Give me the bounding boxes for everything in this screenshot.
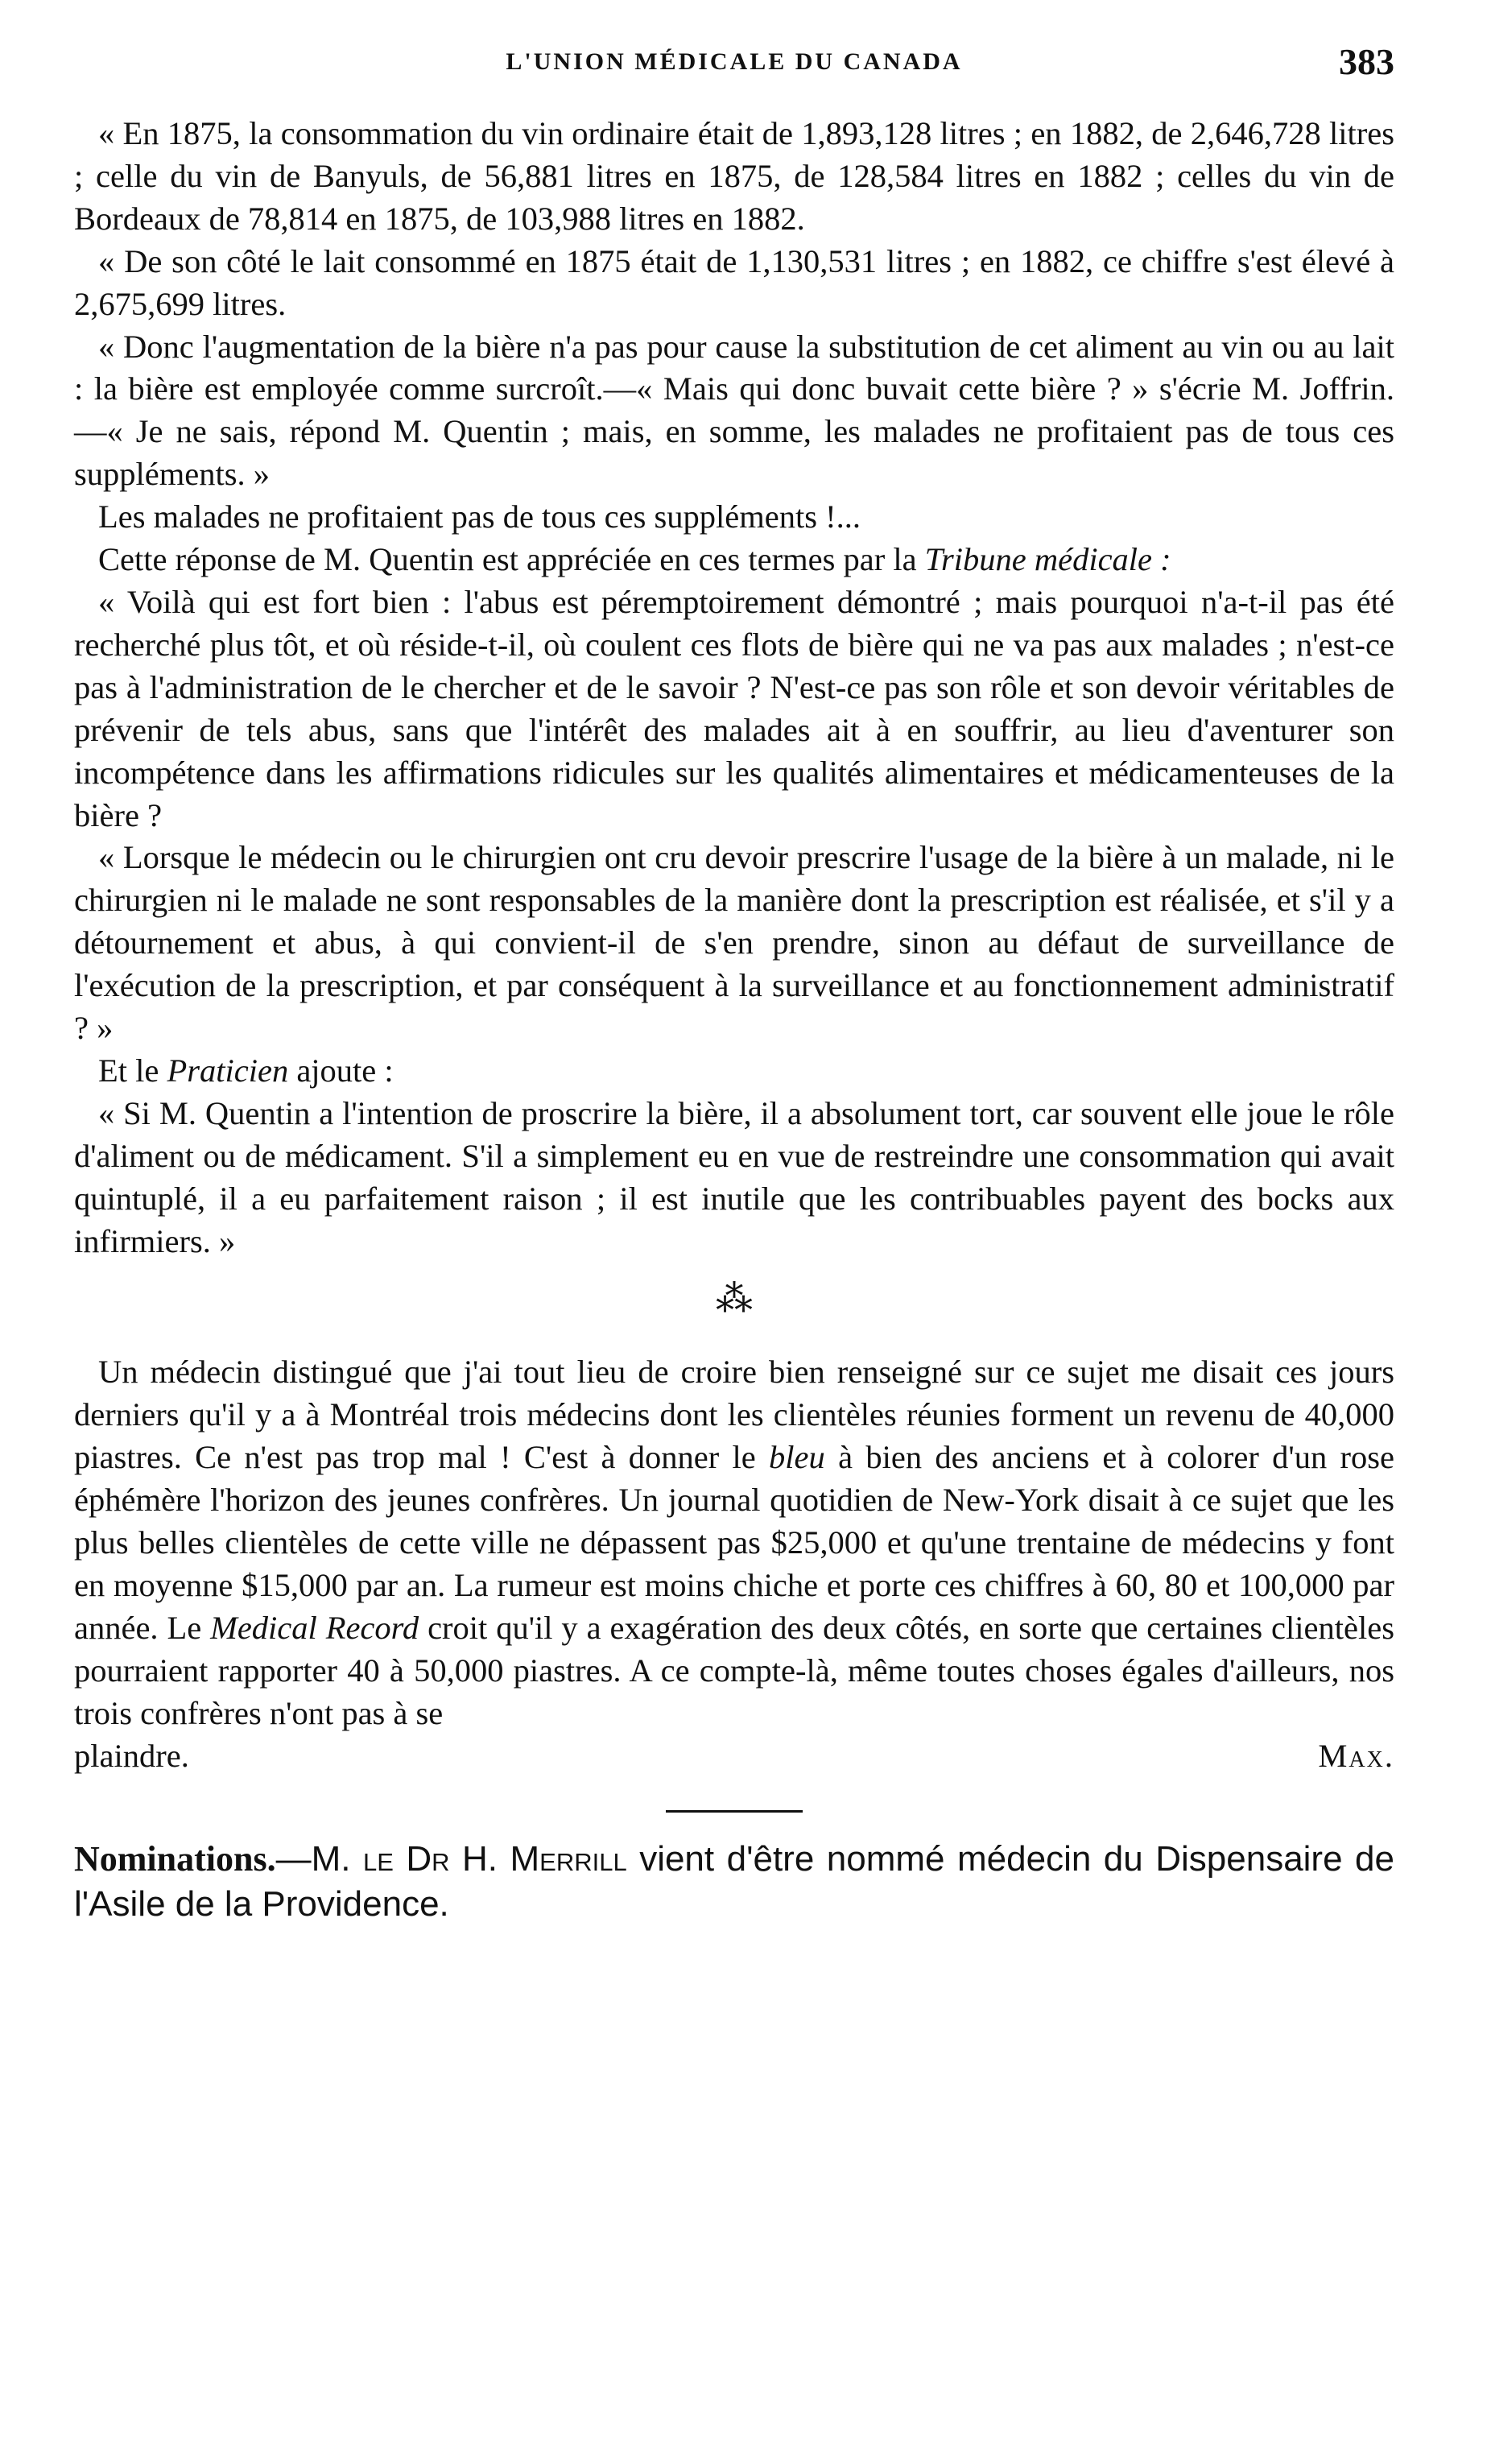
nominations-heading: Nominations. bbox=[74, 1838, 276, 1879]
text-run: « Donc l'augmentation de la bière n'a pas pour cause la substitution de cet aliment au vin ou au lait : la bière est employée comme surcroît.—« Mais qui donc buvait cette bière ? » s'écrie M. Joffrin.—« Je ne sais, répond M. Quentin ; mais, en somme, les malades ne profitaient pas de tous ces suppléments. » bbox=[74, 328, 1394, 493]
paragraph bbox=[74, 496, 1394, 539]
italic-title: bleu bbox=[769, 1439, 825, 1476]
paragraph bbox=[74, 1093, 1394, 1263]
italic-title: Medical Record bbox=[210, 1609, 419, 1646]
closing-line bbox=[74, 1735, 1394, 1778]
italic-title: Praticien bbox=[167, 1052, 289, 1089]
paragraph bbox=[74, 326, 1394, 497]
section-rule bbox=[666, 1810, 803, 1813]
page bbox=[74, 40, 1394, 1924]
page-number: 383 bbox=[1339, 41, 1394, 82]
section-separator: ⁂ bbox=[716, 1278, 753, 1320]
text-run: ajoute : bbox=[288, 1052, 394, 1089]
running-header bbox=[74, 40, 1394, 97]
author-signature: Max. bbox=[1318, 1737, 1394, 1774]
text-run: « Si M. Quentin a l'intention de proscrire la bière, il a absolument tort, car souvent elle joue le rôle d'aliment ou de médicament. S'il a simplement eu en vue de restreindre une consommation qui avait quintuplé, il a eu parfaitement raison ; il est inutile que les contribuables payent des bocks aux infirmiers. » bbox=[74, 1094, 1394, 1259]
nomination-text: vient d'être nommé médecin du Dispensaire de l'Asile de la Providence. bbox=[74, 1838, 1394, 1924]
paragraph bbox=[74, 581, 1394, 837]
nominations-notice bbox=[74, 1837, 1394, 1927]
running-title: L'UNION MÉDICALE DU CANADA bbox=[506, 48, 963, 75]
text-run: croit qu'il y a exagération des deux côtés, en sorte que certaines clientèles pourraient rapporter 40 à 50,000 piastres. A ce compte-là, même toutes choses égales d'ailleurs, nos trois confrères n'ont pas à se bbox=[74, 1609, 1394, 1731]
closing-word: plaindre. bbox=[74, 1737, 189, 1774]
text-run: « De son côté le lait consommé en 1875 était de 1,130,531 litres ; en 1882, ce chiffre s'est élevé à 2,675,699 litres. bbox=[74, 242, 1394, 322]
paragraph bbox=[74, 1050, 1394, 1093]
text-run: Les malades ne profitaient pas de tous ces suppléments !... bbox=[98, 498, 861, 535]
text-run: « Lorsque le médecin ou le chirurgien ont cru devoir prescrire l'usage de la bière à un malade, ni le chirurgien ni le malade ne sont responsables de la manière dont la prescription est réalisée, et s'il y a détournement et abus, à qui convient-il de s'en prendre, sinon au défaut de surveillance de l'exécution de la prescription, et par conséquent à la surveillance et au fonctionnement administratif ? » bbox=[74, 839, 1394, 1047]
quoted-paragraphs bbox=[74, 113, 1394, 1263]
text-run: « Voilà qui est fort bien : l'abus est péremptoirement démontré ; mais pourquoi n'a-t-il pas été recherché plus tôt, et où réside-t-il, où coulent ces flots de bière qui ne va pas aux malades ; n'est-ce pas à l'administration de le chercher et de le savoir ? N'est-ce pas son rôle et son devoir véritables de prévenir de tels abus, sans que l'intérêt des malades ait à en souffrir, au lieu d'aventurer son incompétence dans les affirmations ridicules sur les qualités alimentaires et médicamenteuses de la bière ? bbox=[74, 583, 1394, 833]
text-run: Cette réponse de M. Quentin est appréciée en ces termes par la bbox=[98, 541, 925, 578]
paragraph bbox=[74, 241, 1394, 326]
paragraph bbox=[74, 539, 1394, 581]
second-section-paragraph bbox=[74, 1351, 1394, 1734]
article-body bbox=[74, 113, 1394, 1927]
text-run: Et le bbox=[98, 1052, 167, 1089]
text-run: à bien des anciens et à colorer d'un rose éphémère l'horizon des jeunes confrères. Un journal quotidien de New-York disait à ce sujet que les plus belles clientèles de cette ville ne dépassent pas $25,000 et qu'une trentaine de médecins y font en moyenne $15,000 par an. La rumeur est moins chiche et porte ces chiffres à 60, 80 et 100,000 par année. Le bbox=[74, 1439, 1394, 1646]
text-run: Un médecin distingué que j'ai tout lieu de croire bien renseigné sur ce sujet me disait ces jours derniers qu'il y a à Montréal trois médecins dont les clientèles réunies forment un revenu de 40,000 piastres. Ce n'est pas trop mal ! C'est à donner le bbox=[74, 1354, 1394, 1476]
paragraph bbox=[74, 113, 1394, 241]
italic-title: Tribune médicale : bbox=[924, 541, 1171, 578]
text-run: « En 1875, la consommation du vin ordinaire était de 1,893,128 litres ; en 1882, de 2,646,728 litres ; celle du vin de Banyuls, de 56,881 litres en 1875, de 128,584 litres en 1882 ; celles du vin de Bordeaux de 78,814 en 1875, de 103,988 litres en 1882. bbox=[74, 115, 1394, 237]
paragraph bbox=[74, 837, 1394, 1050]
nominee-name: —M. le Dr H. Merrill bbox=[275, 1838, 627, 1879]
